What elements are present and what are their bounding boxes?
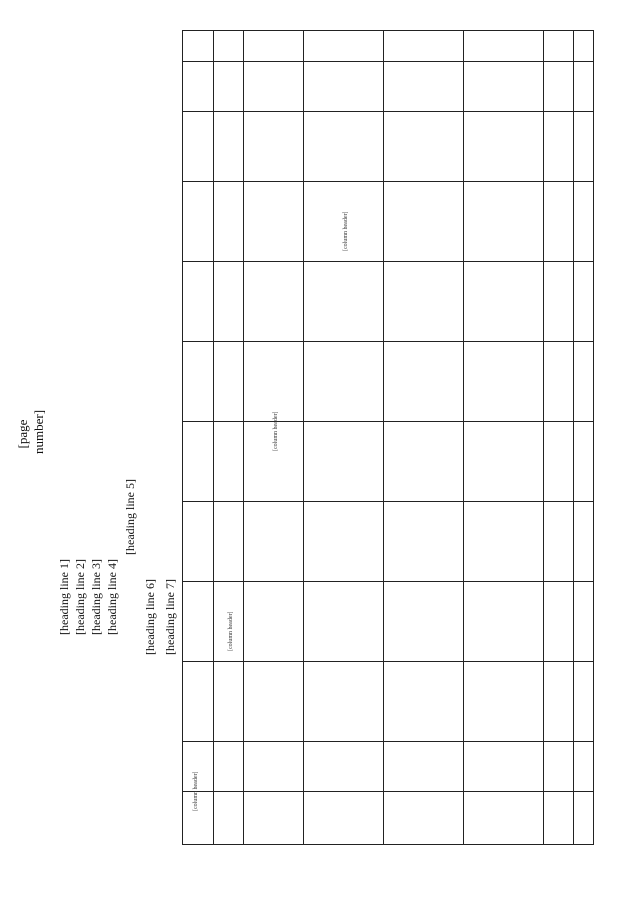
table-grid-line: [183, 741, 593, 742]
table-grid-line: [243, 31, 244, 844]
table-grid-line: [183, 111, 593, 112]
plan-table: [182, 30, 594, 845]
table-header: [column header]: [228, 611, 234, 651]
heading-line-2: [heading line 2]: [73, 559, 87, 635]
table-grid-line: [183, 61, 593, 62]
table-grid-line: [183, 581, 593, 582]
table-header: [column header]: [193, 771, 199, 811]
table-grid-line: [183, 181, 593, 182]
table-header: [column header]: [343, 211, 349, 251]
table-grid-line: [213, 31, 214, 844]
table-grid-line: [383, 31, 384, 844]
table-grid-line: [183, 791, 593, 792]
table-grid-line: [303, 31, 304, 844]
heading-line-4: [heading line 4]: [105, 559, 119, 635]
table-grid-line: [463, 31, 464, 844]
heading-line-3: [heading line 3]: [89, 559, 103, 635]
page-number: [page number]: [15, 409, 46, 454]
table-grid-line: [543, 31, 544, 844]
table-grid-line: [183, 421, 593, 422]
table-grid-line: [183, 661, 593, 662]
table-grid-line: [573, 31, 574, 844]
heading-line-1: [heading line 1]: [57, 559, 71, 635]
heading-line-5: [heading line 5]: [123, 479, 137, 555]
table-grid-line: [183, 341, 593, 342]
table-header: [column header]: [273, 411, 279, 451]
table-grid-line: [183, 501, 593, 502]
table-grid-line: [183, 261, 593, 262]
document-heading: [57, 95, 202, 745]
heading-line-7: [heading line 7]: [163, 579, 177, 655]
heading-line-6: [heading line 6]: [143, 579, 157, 655]
